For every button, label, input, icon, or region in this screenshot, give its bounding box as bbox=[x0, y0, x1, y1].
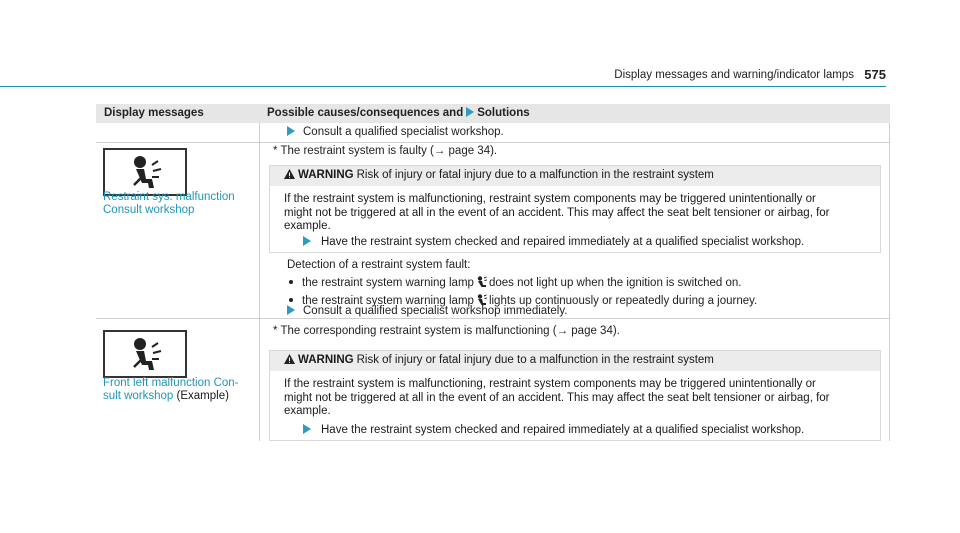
bullet-text: the restraint system warning lamp bbox=[302, 295, 474, 307]
arrow-icon bbox=[287, 126, 295, 136]
warning-body-line: If the restraint system is malfunctioning, restraint system components may be triggered unintentionally or bbox=[284, 378, 816, 390]
col-header-causes bbox=[267, 107, 530, 119]
cause-text: * The restraint system is faulty (→ page 34). bbox=[273, 145, 498, 157]
column-divider bbox=[259, 123, 260, 441]
warning-body-line: might not be triggered at all in the event of an accident. This may affect the seat belt tensioner or airbag, for bbox=[284, 206, 830, 219]
warning-title: Risk of injury or fatal injury due to a malfunction in the restraint system bbox=[356, 354, 714, 366]
airbag-warning-icon bbox=[103, 148, 187, 196]
airbag-lamp-icon bbox=[476, 276, 487, 288]
table-right-border bbox=[889, 123, 890, 441]
warning-box bbox=[269, 350, 881, 441]
message-line: Front left malfunction Con- bbox=[103, 377, 239, 389]
detection-text: Detection of a restraint system fault: bbox=[287, 259, 471, 271]
warning-body-line: If the restraint system is malfunctioning, restraint system components may be triggered unintentionally or bbox=[284, 193, 816, 205]
message-line: sult workshop bbox=[103, 390, 174, 402]
list-item bbox=[289, 276, 741, 289]
warning-body-line: might not be triggered at all in the event of an accident. This may affect the seat belt tensioner or airbag, for bbox=[284, 391, 830, 404]
bullet-icon bbox=[289, 280, 293, 284]
bullet-text: the restraint system warning lamp bbox=[302, 277, 474, 289]
header-rule bbox=[0, 86, 886, 87]
page-number: 575 bbox=[864, 67, 886, 82]
message-line: Consult workshop bbox=[103, 204, 195, 216]
warning-label: WARNING bbox=[298, 169, 354, 181]
col-header-solutions-text: Solutions bbox=[477, 107, 530, 119]
warning-title-line bbox=[284, 169, 714, 181]
warning-header bbox=[270, 351, 880, 371]
row-divider bbox=[96, 318, 890, 319]
table-row bbox=[284, 126, 504, 138]
cause-text: * The corresponding restraint system is malfunctioning (→ page 34). bbox=[273, 325, 620, 337]
warning-body-line: example. bbox=[284, 405, 331, 417]
warning-header bbox=[270, 166, 880, 186]
step-text: Consult a qualified specialist workshop immediately. bbox=[303, 305, 568, 317]
warning-triangle-icon bbox=[284, 354, 295, 364]
display-message bbox=[103, 377, 239, 403]
bullet-text: lights up continuously or repeatedly during a journey. bbox=[488, 295, 758, 307]
airbag-warning-icon bbox=[103, 330, 187, 378]
bullet-text: does not light up when the ignition is switched on. bbox=[488, 277, 742, 289]
arrow-icon bbox=[303, 236, 311, 246]
row-divider bbox=[96, 142, 890, 143]
step-text: Consult a qualified specialist workshop. bbox=[303, 126, 504, 138]
arrow-icon bbox=[287, 305, 295, 315]
step-row bbox=[284, 305, 567, 317]
warning-box bbox=[269, 165, 881, 253]
col-header-display-messages: Display messages bbox=[104, 107, 204, 119]
warning-step-text: Have the restraint system checked and repaired immediately at a qualified specialist workshop. bbox=[321, 236, 805, 248]
message-line: Restraint sys. malfunction bbox=[103, 191, 235, 203]
col-header-causes-text: Possible causes/consequences and bbox=[267, 107, 464, 119]
message-suffix: (Example) bbox=[176, 390, 229, 402]
warning-step-text: Have the restraint system checked and repaired immediately at a qualified specialist workshop. bbox=[321, 424, 805, 436]
bullet-icon bbox=[289, 298, 293, 302]
warning-triangle-icon bbox=[284, 169, 295, 179]
warning-body bbox=[284, 378, 870, 419]
warning-body-line: example. bbox=[284, 220, 331, 232]
table-header-row bbox=[96, 104, 890, 123]
warning-label: WARNING bbox=[298, 354, 354, 366]
arrow-icon bbox=[466, 107, 474, 117]
arrow-icon bbox=[303, 424, 311, 434]
warning-title-line bbox=[284, 354, 714, 366]
warning-step bbox=[300, 424, 804, 436]
warning-title: Risk of injury or fatal injury due to a malfunction in the restraint system bbox=[356, 169, 714, 181]
warning-body bbox=[284, 193, 870, 234]
display-message bbox=[103, 191, 235, 217]
page-header-title: Display messages and warning/indicator lamps bbox=[614, 69, 854, 81]
warning-step bbox=[300, 236, 804, 248]
